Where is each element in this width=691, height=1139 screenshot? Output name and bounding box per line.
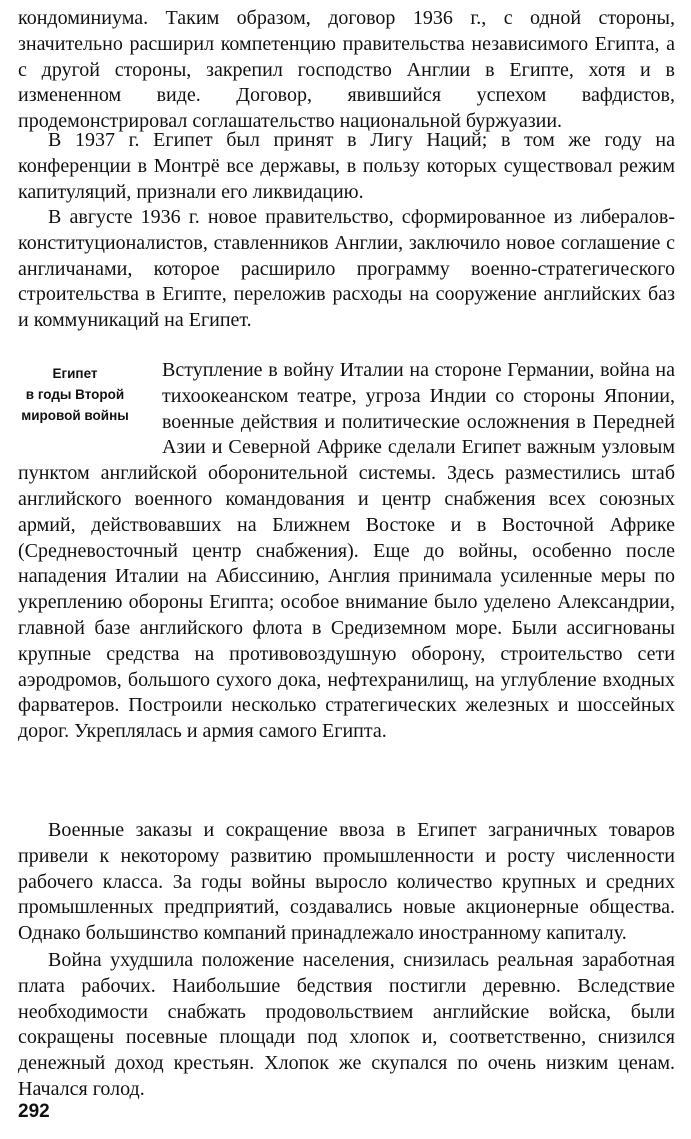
- margin-heading-line-2: в годы Второй: [25, 387, 125, 402]
- margin-heading: [0, 363, 150, 461]
- paragraph-6: Война ухудшила положение населения, снизилась реальная заработная плата рабочих. Наибольшие бедствия постигли деревню. Вследствие необходимости снабжать продовольствием английские войска, были сокращены посевные площади под хлопок и, соответственно, снизился денежный доход крестьян. Хлопок же скупался по очень низким ценам. Начался голод.: [18, 949, 675, 1100]
- margin-heading-line-3: мировой войны: [21, 408, 129, 423]
- paragraph-3: В августе 1936 г. новое правительство, сформированное из либералов-конституционалистов, ставленников Англии, заключило новое соглашение с англичанами, которое расширило программу военно-стратегического строительства в Египте, переложив расходы на сооружение английских баз и коммуникаций на Египет.: [18, 206, 675, 332]
- paragraph-1: кондоминиума. Таким образом, договор 1936 г., с одной стороны, значительно расширил компетенцию правительства независимого Египта, а с другой стороны, закрепил господство Англии в Египте, хотя и в измененном виде. Договор, явившийся успехом вафдистов, продемонстрировал соглашательство национальной буржуазии.: [18, 7, 675, 133]
- margin-heading-line-1: Египет: [52, 366, 98, 381]
- page-number: 292: [18, 1101, 50, 1122]
- paragraph-4-with-sidenote: [18, 358, 675, 745]
- paragraph-2: В 1937 г. Египет был принят в Лигу Наций; в том же году на конференции в Монтрё все державы, в пользу которых существовал режим капитуляций, признали его ликвидацию.: [18, 129, 675, 203]
- paragraph-4-text: Вступление в войну Италии на стороне Германии, война на тихоокеанском театре, угроза Индии со стороны Японии, военные действия и политические осложнения в Передней Азии и Северной Африке сделали Египет важным узловым пунктом английской оборонительной системы. Здесь разместились штаб английского военного командования и центр снабжения всех союзных армий, действовавших на Ближнем Востоке и в Восточной Африке (Средневосточный центр снабжения). Еще до войны, особенно после нападения Италии на Абиссинию, Англия принимала усиленные меры по укреплению обороны Египта; особое внимание было уделено Александрии, главной базе английского флота в Средиземном море. Были ассигнованы крупные средства на противовоздушную оборону, строительство сети аэродромов, большого сухого дока, нефтехранилищ, на углубление входных фарватеров. Построили несколько стратегических железных и шоссейных дорог. Укреплялась и армия самого Египта.: [18, 359, 675, 743]
- paragraph-5: Военные заказы и сокращение ввоза в Египет заграничных товаров привели к некоторому развитию промышленности и росту численности рабочего класса. За годы войны выросло количество крупных и средних промышленных предприятий, создавались новые акционерные общества. Однако большинство компаний принадлежало иностранному капиталу.: [18, 819, 675, 945]
